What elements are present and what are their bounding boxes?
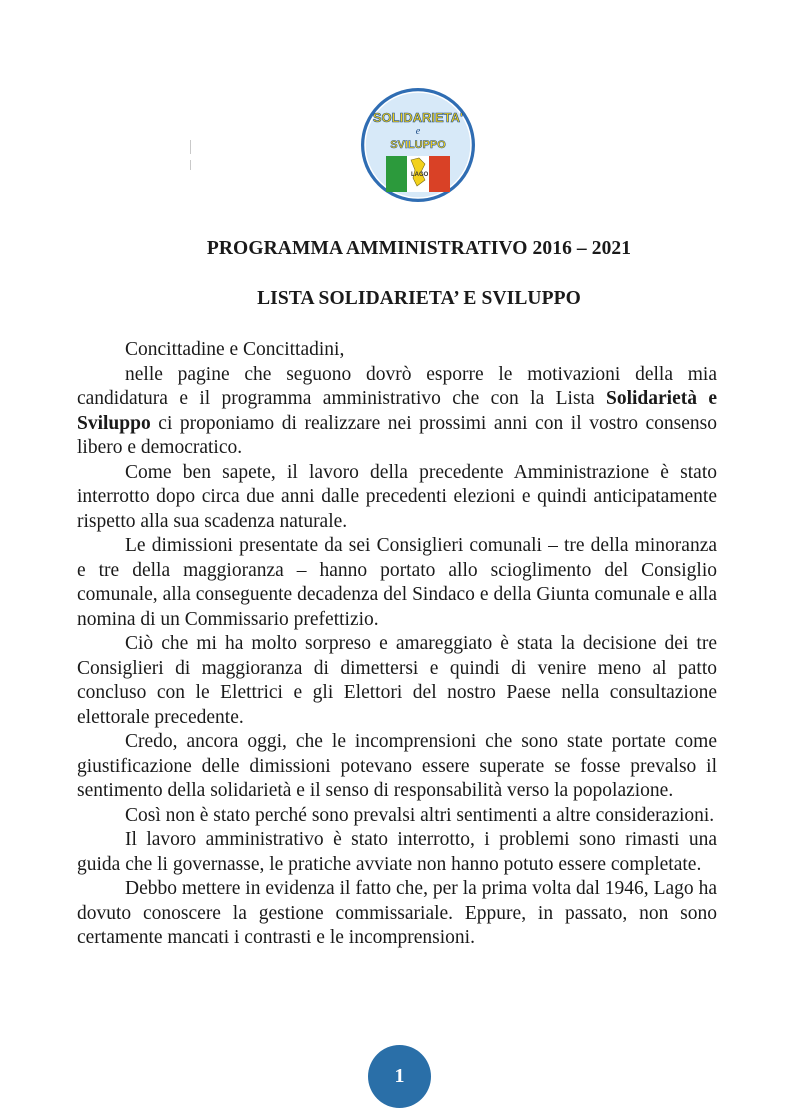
logo-inner-label: LAGO [411,172,429,178]
paragraph-1-bold-list-name: Solidarietà e Sviluppo [77,388,718,434]
document-title: PROGRAMMA AMMINISTRATIVO 2016 – 2021 [206,238,632,259]
scan-mark-left [190,140,191,154]
paragraph-8: Debbo mettere in evidenza il fatto che, per la prima volta dal 1946, Lago ha dovuto conoscere la gestione commissariale. Eppure, in passato, non sono certamente mancati i contrasti e le incomprensioni. [77,878,717,948]
paragraph-2: Come ben sapete, il lavoro della precedente Amministrazione è stato interrotto dopo circa due anni dalle precedenti elezioni e quindi anticipatamente rispetto alla sua scadenza naturale. [77,461,717,532]
paragraph-1-text-end: ci proponiamo di realizzare nei prossimi anni con il vostro consenso libero e democratico. [77,412,717,458]
document-subtitle: LISTA SOLIDARIETA’ E SVILUPPO [257,288,581,309]
logo-text-line1: SOLIDARIETA' [372,110,464,125]
paragraph-3: Le dimissioni presentate da sei Consiglieri comunali – tre della minoranza e tre della maggioranza – hanno portato allo scioglimento del Consiglio comunale, alla conseguente decadenza del Sindaco e della Giunta comunale e alla nomina di un Commissario prefettizio. [77,535,717,630]
paragraph-4: Ciò che mi ha molto sorpreso e amareggiato è stata la decisione dei tre Consiglieri di maggioranza di dimettersi e quindi di venire meno al patto concluso con le Elettrici e gli Elettori del nostro Paese nella consultazione elettorale precedente. [77,633,717,728]
paragraph-5: Credo, ancora oggi, che le incomprensioni che sono state portate come giustificazione delle dimissioni potevano essere superate se fosse prevalso il sentimento della solidarietà e il senso di responsabilità verso la popolazione. [77,731,717,801]
paragraph-6: Così non è stato perché sono prevalsi altri sentimenti a altre considerazioni. [125,804,715,826]
page-number-badge: 1 [368,1045,431,1108]
paragraph-1 [77,363,717,461]
scan-mark-left-2 [190,160,191,170]
paragraph-1-text-start: nelle pagine che seguono dovrò esporre le motivazioni della mia candidatura e il programma amministrativo che con la Lista [77,363,717,409]
logo-text-line2: e [415,126,421,137]
logo-text-line3: SVILUPPO [390,139,446,151]
salutation: Concittadine e Concittadini, [125,339,345,360]
paragraph-7: Il lavoro amministrativo è stato interrotto, i problemi sono rimasti una guida che li governasse, le pratiche avviate non hanno potuto essere completate. [77,829,717,875]
party-logo [359,86,477,204]
letter-body [77,338,717,951]
